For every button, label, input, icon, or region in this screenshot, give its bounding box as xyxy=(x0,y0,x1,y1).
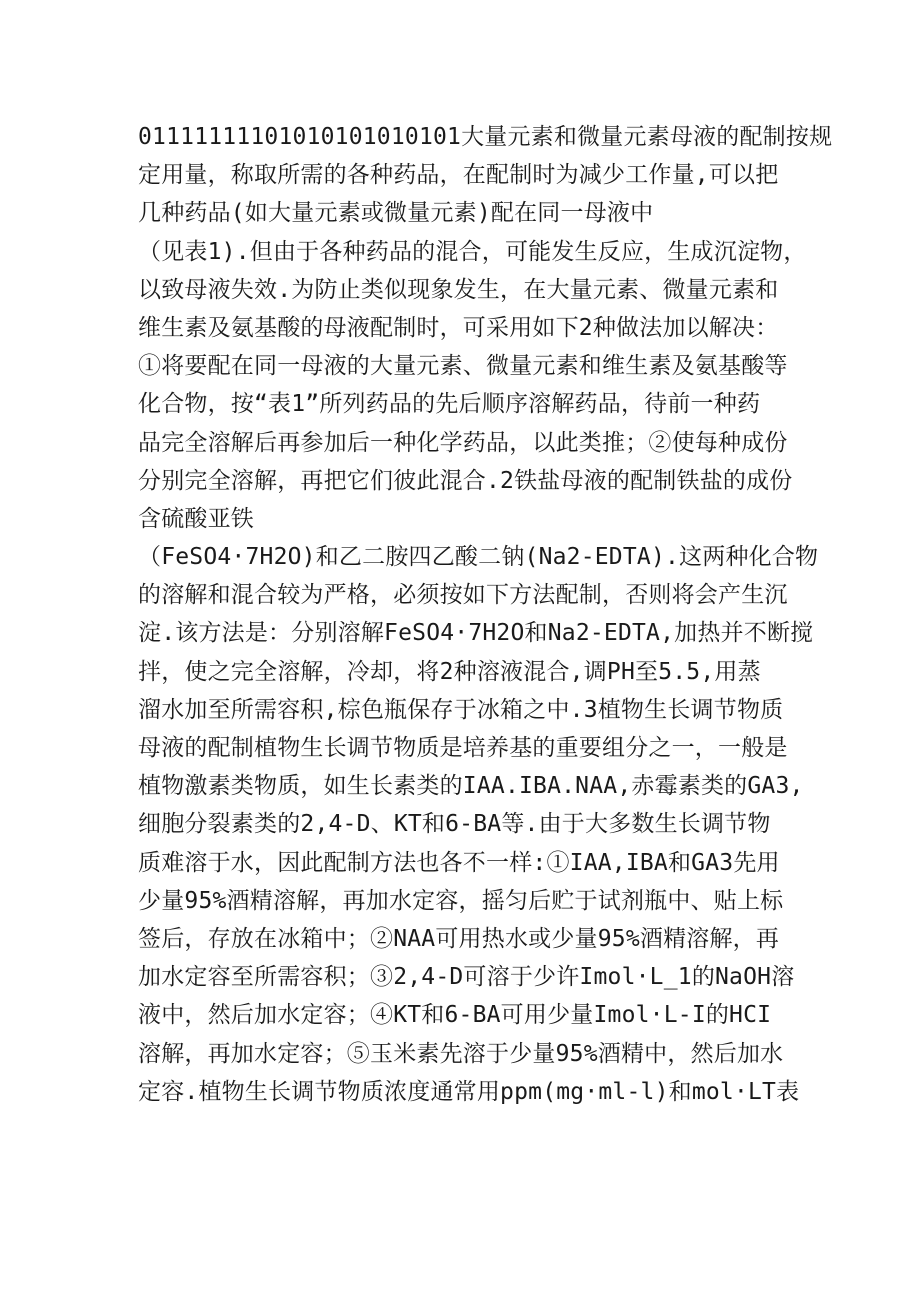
text-line: 定用量，称取所需的各种药品，在配制时为减少工作量,可以把 xyxy=(138,162,779,189)
text-line: 液中，然后加水定容；④KT和6-BA可用少量Imol·L-I的HCI xyxy=(138,1002,772,1029)
text-line: 少量95%酒精溶解，再加水定容，摇匀后贮于试剂瓶中、贴上标 xyxy=(138,887,784,914)
text-line: ①将要配在同一母液的大量元素、微量元素和维生素及氨基酸等 xyxy=(138,353,788,380)
text-line: 加水定容至所需容积；③2,4-D可溶于少许Imol·L_1的NaOH溶 xyxy=(138,964,795,991)
text-line: 几种药品(如大量元素或微量元素)配在同一母液中 xyxy=(138,200,654,227)
text-line: 01111111101010101010101大量元素和微量元素母液的配制按规 xyxy=(138,124,833,150)
text-line: 植物激素类物质，如生长素类的IAA.IBA.NAA,赤霉素类的GA3, xyxy=(138,773,804,800)
text-line: 定容.植物生长调节物质浓度通常用ppm(mg·ml-l)和mol·LT表 xyxy=(138,1078,800,1105)
body-text xyxy=(138,118,833,1111)
text-line: 质难溶于水，因此配制方法也各不一样:①IAA,IBA和GA3先用 xyxy=(138,849,780,876)
text-line: 溶解，再加水定容；⑤玉米素先溶于少量95%酒精中，然后加水 xyxy=(138,1040,784,1067)
text-line: 签后，存放在冰箱中；②NAA可用热水或少量95%酒精溶解，再 xyxy=(138,925,780,952)
text-line: 细胞分裂素类的2,4-D、KT和6-BA等.由于大多数生长调节物 xyxy=(138,811,771,838)
text-line: （见表1).但由于各种药品的混合，可能发生反应，生成沉淀物， xyxy=(138,238,807,265)
text-line: （FeSO4·7H2O)和乙二胺四乙酸二钠(Na2-EDTA).这两种化合物 xyxy=(138,544,819,571)
text-line: 含硫酸亚铁 xyxy=(138,505,254,532)
text-line: 溜水加至所需容积,棕色瓶保存于冰箱之中.3植物生长调节物质 xyxy=(138,696,784,723)
text-line: 以致母液失效.为防止类似现象发生，在大量元素、微量元素和 xyxy=(138,276,779,303)
text-line: 拌，使之完全溶解，冷却，将2种溶液混合,调PH至5.5,用蒸 xyxy=(138,658,761,685)
text-line: 母液的配制植物生长调节物质是培养基的重要组分之一，一般是 xyxy=(138,735,788,761)
text-line: 的溶解和混合较为严格，必须按如下方法配制，否则将会产生沉 xyxy=(138,582,788,609)
text-line: 化合物，按“表1”所列药品的先后顺序溶解药品，待前一种药 xyxy=(138,391,761,418)
text-line: 维生素及氨基酸的母液配制时，可采用如下2种做法加以解决： xyxy=(138,314,779,341)
text-line: 品完全溶解后再参加后一种化学药品，以此类推；②使每种成份 xyxy=(138,429,788,456)
text-line: 分别完全溶解，再把它们彼此混合.2铁盐母液的配制铁盐的成份 xyxy=(138,467,793,494)
text-line: 淀.该方法是：分别溶解FeSO4·7H2O和Na2-EDTA,加热并不断搅 xyxy=(138,620,814,647)
